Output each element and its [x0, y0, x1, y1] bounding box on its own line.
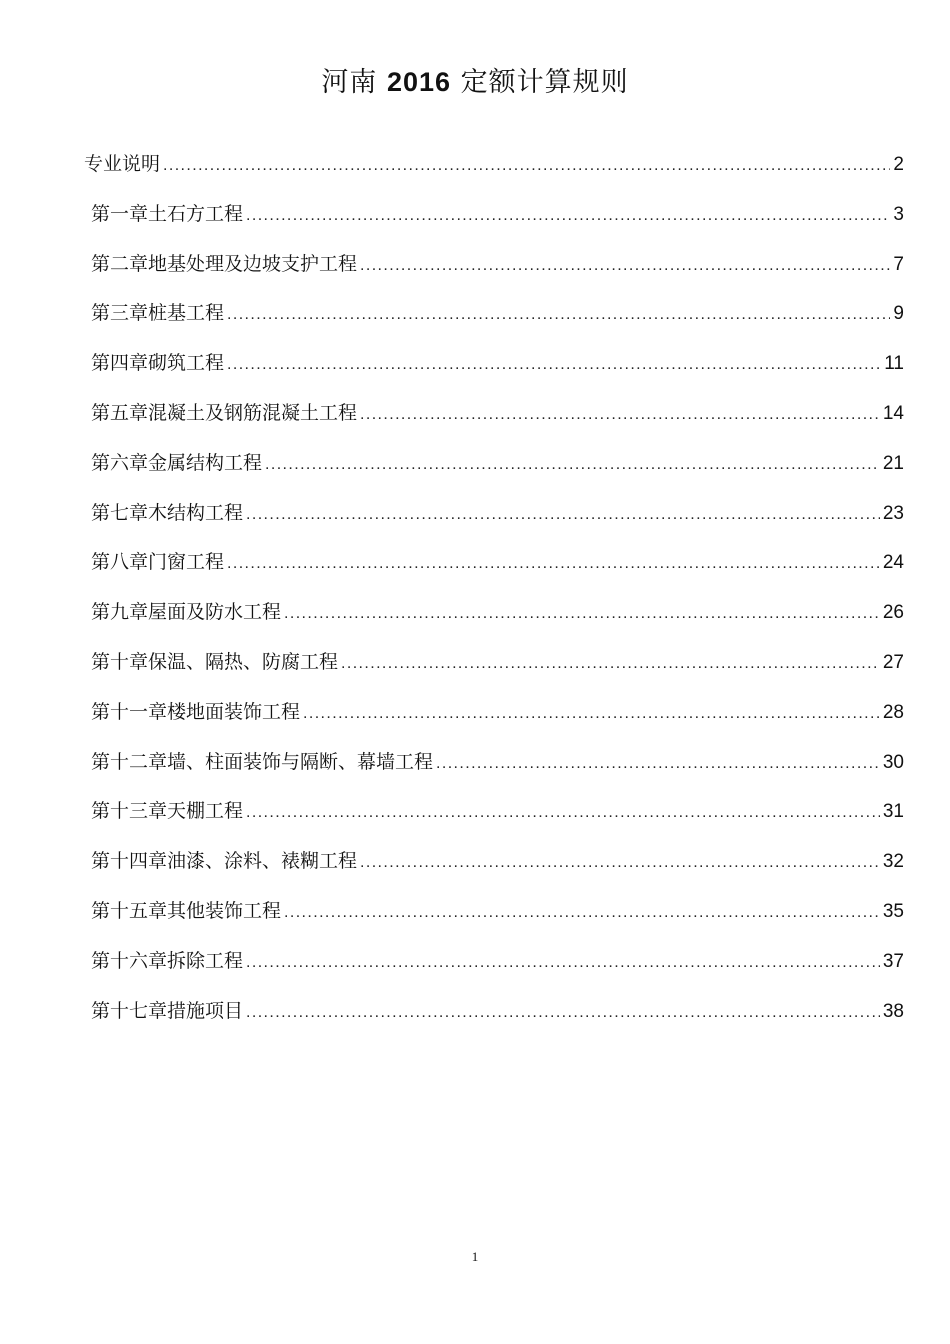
toc-entry-page-number: 14	[882, 402, 904, 424]
toc-entry-page-number: 28	[882, 701, 904, 723]
toc-entry[interactable]	[91, 691, 904, 741]
toc-entry[interactable]	[91, 292, 904, 342]
toc-entry-label: 第十七章措施项目	[91, 999, 244, 1022]
toc-dot-leader	[265, 450, 880, 480]
toc-entry-page-number: 2	[893, 154, 904, 175]
toc-dot-leader	[227, 350, 881, 380]
toc-entry-page-number: 24	[882, 552, 904, 574]
toc-entry-label: 第五章混凝土及钢筋混凝土工程	[91, 401, 358, 424]
toc-dot-leader	[227, 549, 880, 579]
toc-entry[interactable]	[91, 641, 904, 691]
toc-entry[interactable]	[91, 193, 904, 243]
toc-entry-label: 第六章金属结构工程	[91, 451, 263, 474]
toc-entry-page-number: 27	[882, 651, 904, 673]
toc-dot-leader	[341, 649, 880, 679]
toc-entry[interactable]	[91, 741, 904, 791]
toc-entry-label: 第一章土石方工程	[91, 202, 244, 225]
title-prefix: 河南	[321, 67, 387, 98]
toc-entry-label: 专业说明	[84, 153, 161, 175]
title-year: 2016	[386, 67, 452, 97]
toc-entry-label: 第三章桩基工程	[91, 302, 225, 325]
toc-entry-page-number: 37	[882, 950, 904, 972]
toc-dot-leader	[246, 798, 880, 828]
toc-dot-leader	[284, 898, 880, 928]
toc-entry-page-number: 30	[882, 751, 904, 773]
toc-dot-leader	[246, 998, 880, 1028]
toc-entry-page-number: 35	[882, 900, 904, 922]
toc-dot-leader	[303, 699, 880, 729]
toc-dot-leader	[360, 251, 890, 281]
toc-entry[interactable]	[91, 492, 904, 542]
toc-entry[interactable]	[91, 940, 904, 990]
toc-entry-label: 第十五章其他装饰工程	[91, 899, 282, 922]
toc-entry-label: 第八章门窗工程	[91, 551, 225, 574]
page-number: 1	[471, 1249, 479, 1264]
toc-entry-label: 第二章地基处理及边坡支护工程	[91, 252, 358, 275]
toc-entry-page-number: 11	[884, 353, 904, 375]
toc-dot-leader	[360, 848, 880, 878]
title-suffix: 定额计算规则	[451, 67, 629, 98]
toc-entry-label: 第十四章油漆、涂料、裱糊工程	[91, 850, 358, 873]
toc-entry-label: 第七章木结构工程	[91, 501, 244, 524]
toc-dot-leader	[246, 500, 880, 530]
toc-dot-leader	[246, 948, 880, 978]
toc-dot-leader	[227, 300, 890, 330]
toc-entry-page-number: 31	[882, 801, 904, 823]
toc-entry[interactable]	[91, 591, 904, 641]
toc-entry-page-number: 21	[882, 452, 904, 474]
toc-entry-label: 第十一章楼地面装饰工程	[91, 700, 301, 723]
toc-entry-page-number: 23	[882, 502, 904, 524]
toc-entry-label: 第十章保温、隔热、防腐工程	[91, 650, 339, 673]
toc-entry-page-number: 38	[882, 1000, 904, 1022]
toc-entry[interactable]	[91, 840, 904, 890]
toc-entry-label: 第九章屋面及防水工程	[91, 601, 282, 624]
toc-dot-leader	[246, 201, 890, 231]
document-title	[0, 62, 950, 103]
toc-entry[interactable]	[91, 541, 904, 591]
toc-dot-leader	[163, 151, 890, 181]
toc-entry-label: 第十六章拆除工程	[91, 949, 244, 972]
toc-entry-label: 第四章砌筑工程	[91, 352, 225, 375]
toc-entry-label: 第十三章天棚工程	[91, 800, 244, 823]
toc-entry-page-number: 9	[893, 303, 904, 325]
toc-dot-leader	[284, 599, 880, 629]
toc-dot-leader	[436, 749, 880, 779]
toc-dot-leader	[360, 400, 880, 430]
toc-entry-page-number: 32	[882, 851, 904, 873]
toc-entry[interactable]	[84, 143, 904, 193]
toc-entry-page-number: 7	[893, 253, 904, 275]
toc-entry[interactable]	[91, 890, 904, 940]
table-of-contents	[0, 143, 950, 1039]
toc-entry[interactable]	[91, 243, 904, 293]
toc-entry[interactable]	[91, 990, 904, 1040]
toc-entry[interactable]	[91, 342, 904, 392]
toc-entry-page-number: 3	[893, 203, 904, 225]
toc-entry-page-number: 26	[882, 602, 904, 624]
toc-entry[interactable]	[91, 790, 904, 840]
toc-entry[interactable]	[91, 442, 904, 492]
toc-entry-label: 第十二章墙、柱面装饰与隔断、幕墙工程	[91, 750, 434, 773]
toc-entry[interactable]	[91, 392, 904, 442]
